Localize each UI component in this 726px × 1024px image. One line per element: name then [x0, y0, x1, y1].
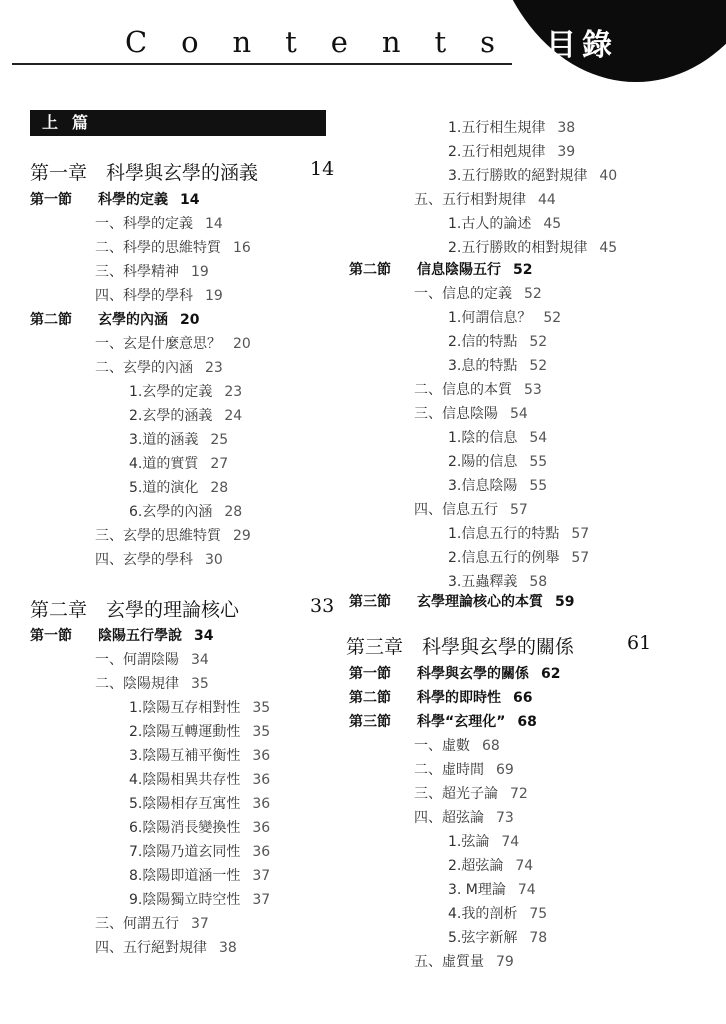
toc-page-number: 54 — [529, 430, 548, 446]
header-rule — [12, 63, 512, 65]
toc-section-number: 第一節 — [30, 192, 72, 208]
toc-page-number: 66 — [513, 690, 533, 706]
toc-item-entry — [129, 865, 270, 885]
toc-page-number: 72 — [510, 786, 528, 802]
toc-page-number: 57 — [571, 550, 590, 566]
toc-item-entry — [448, 831, 519, 851]
toc-entry-title: 1.五行相生規律 — [448, 120, 546, 136]
toc-subsection-entry — [414, 735, 500, 755]
toc-page-number: 23 — [224, 384, 243, 400]
toc-item-entry — [129, 889, 270, 909]
toc-item-entry — [448, 141, 575, 161]
toc-entry-title: 一、科學的定義 — [95, 216, 193, 232]
contents-letter: o — [181, 25, 199, 59]
toc-entry-title: 四、玄學的學科 — [95, 552, 193, 568]
toc-entry-title: 1.古人的論述 — [448, 216, 532, 232]
toc-entry-title: 科學的即時性 — [417, 690, 501, 706]
toc-entry-title: 1.何謂信息？ — [448, 310, 532, 326]
toc-page-number: 20 — [233, 336, 251, 352]
toc-item-entry — [448, 355, 547, 375]
toc-page-number: 54 — [510, 406, 528, 422]
toc-subsection-entry — [414, 189, 556, 209]
toc-item-entry — [129, 697, 270, 717]
toc-page-number: 36 — [252, 796, 271, 812]
contents-letter: n — [232, 25, 252, 59]
toc-page-number: 23 — [205, 360, 223, 376]
toc-page-number: 52 — [529, 358, 548, 374]
toc-entry-title: 4.我的剖析 — [448, 906, 518, 922]
toc-page-number: 36 — [252, 748, 271, 764]
toc-entry-title: 一、玄是什麼意思？ — [95, 336, 221, 352]
toc-subsection-entry — [414, 807, 514, 827]
toc-subsection-entry — [95, 213, 223, 233]
toc-chapter-page: 61 — [627, 632, 652, 654]
contents-letter: t — [285, 25, 297, 59]
contents-badge: 目錄 — [546, 28, 618, 63]
toc-entry-title: 四、科學的學科 — [95, 288, 193, 304]
toc-item-entry — [448, 165, 617, 185]
toc-page-number: 28 — [224, 504, 243, 520]
toc-item-entry — [129, 721, 270, 741]
toc-chapter-title: 第一章 科學與玄學的涵義 — [30, 162, 259, 184]
contents-letter: s — [480, 25, 495, 59]
toc-page-number: 68 — [482, 738, 500, 754]
toc-section-number: 第一節 — [349, 666, 391, 682]
toc-entry-title: 四、超弦論 — [414, 810, 484, 826]
toc-page-number: 19 — [191, 264, 209, 280]
contents-letter: e — [330, 25, 348, 59]
toc-page-number: 38 — [557, 120, 576, 136]
toc-entry-title: 科學“玄理化” — [417, 714, 506, 730]
toc-page-number: 58 — [529, 574, 548, 590]
toc-page-number: 36 — [252, 820, 271, 836]
toc-page-number: 52 — [529, 334, 548, 350]
toc-entry-title: 1.信息五行的特點 — [448, 526, 560, 542]
toc-page-number: 59 — [555, 594, 575, 610]
toc-section-entry — [349, 687, 532, 707]
toc-entry-title: 信息陰陽五行 — [417, 262, 501, 278]
toc-entry-title: 三、何謂五行 — [95, 916, 179, 932]
toc-entry-title: 1.陰陽互存相對性 — [129, 700, 241, 716]
toc-page-number: 37 — [252, 868, 271, 884]
toc-page-number: 16 — [233, 240, 251, 256]
toc-page-number: 24 — [224, 408, 243, 424]
toc-entry-title: 2.超弦論 — [448, 858, 504, 874]
toc-subsection-entry — [95, 357, 223, 377]
toc-page-number: 62 — [541, 666, 561, 682]
toc-page-number: 35 — [191, 676, 209, 692]
toc-entry-title: 科學的定義 — [98, 192, 168, 208]
toc-entry-title: 3.五蟲釋義 — [448, 574, 518, 590]
toc-subsection-entry — [95, 913, 209, 933]
toc-page-number: 39 — [557, 144, 576, 160]
toc-item-entry — [448, 237, 617, 257]
toc-page-number: 36 — [252, 844, 271, 860]
toc-entry-title: 6.陰陽消長變換性 — [129, 820, 241, 836]
toc-page-number: 73 — [496, 810, 514, 826]
toc-section-entry — [349, 663, 560, 683]
toc-entry-title: 二、虛時間 — [414, 762, 484, 778]
toc-page-number: 57 — [571, 526, 590, 542]
toc-entry-title: 2.陽的信息 — [448, 454, 518, 470]
toc-item-entry — [448, 523, 589, 543]
contents-letter: n — [381, 25, 401, 59]
toc-item-entry — [448, 571, 547, 591]
toc-entry-title: 3. M理論 — [448, 882, 506, 898]
toc-entry-title: 四、五行絕對規律 — [95, 940, 207, 956]
toc-entry-title: 3.息的特點 — [448, 358, 518, 374]
toc-page-number: 74 — [515, 858, 534, 874]
toc-entry-title: 5.陰陽相存互寓性 — [129, 796, 241, 812]
toc-item-entry — [448, 475, 547, 495]
toc-entry-title: 陰陽五行學說 — [98, 628, 182, 644]
toc-page-number: 53 — [524, 382, 542, 398]
toc-item-entry — [129, 817, 270, 837]
toc-section-number: 第二節 — [349, 262, 391, 278]
toc-subsection-entry — [414, 759, 514, 779]
toc-section-entry — [30, 625, 213, 645]
toc-entry-title: 一、信息的定義 — [414, 286, 512, 302]
toc-page-number: 37 — [191, 916, 209, 932]
toc-page-number: 52 — [543, 310, 562, 326]
toc-entry-title: 三、信息陰陽 — [414, 406, 498, 422]
contents-heading — [125, 22, 495, 62]
toc-page-number: 74 — [517, 882, 536, 898]
toc-page-number: 35 — [252, 700, 271, 716]
toc-entry-title: 二、玄學的內涵 — [95, 360, 193, 376]
toc-entry-title: 玄學理論核心的本質 — [417, 594, 543, 610]
toc-page-number: 52 — [513, 262, 533, 278]
toc-page-number: 44 — [538, 192, 556, 208]
toc-item-entry — [448, 451, 547, 471]
toc-item-entry — [129, 405, 242, 425]
toc-subsection-entry — [414, 783, 528, 803]
toc-entry-title: 2.五行相剋規律 — [448, 144, 546, 160]
toc-item-entry — [448, 331, 547, 351]
toc-page-number: 29 — [233, 528, 251, 544]
toc-page-number: 25 — [210, 432, 229, 448]
toc-section-entry — [349, 259, 532, 279]
toc-subsection-entry — [95, 549, 223, 569]
toc-page-number: 38 — [219, 940, 237, 956]
toc-subsection-entry — [414, 499, 528, 519]
toc-entry-title: 3.信息陰陽 — [448, 478, 518, 494]
toc-subsection-entry — [95, 937, 237, 957]
toc-page-number: 14 — [180, 192, 200, 208]
toc-item-entry — [448, 927, 547, 947]
toc-subsection-entry — [95, 285, 223, 305]
toc-entry-title: 二、科學的思維特質 — [95, 240, 221, 256]
contents-letter: C — [125, 25, 148, 59]
toc-item-entry — [129, 745, 270, 765]
toc-subsection-entry — [414, 403, 528, 423]
toc-item-entry — [448, 427, 547, 447]
toc-item-entry — [129, 381, 242, 401]
toc-entry-title: 6.玄學的內涵 — [129, 504, 213, 520]
toc-item-entry — [448, 307, 561, 327]
toc-entry-title: 5.弦字新解 — [448, 930, 518, 946]
toc-page-number: 14 — [205, 216, 223, 232]
toc-section-number: 第二節 — [349, 690, 391, 706]
toc-subsection-entry — [95, 237, 251, 257]
toc-entry-title: 1.弦論 — [448, 834, 490, 850]
toc-section-entry — [30, 309, 199, 329]
toc-page-number: 57 — [510, 502, 528, 518]
toc-section-entry — [349, 711, 537, 731]
toc-entry-title: 三、玄學的思維特質 — [95, 528, 221, 544]
toc-section-number: 第二節 — [30, 312, 72, 328]
toc-entry-title: 一、虛數 — [414, 738, 470, 754]
toc-page-number: 27 — [210, 456, 229, 472]
toc-item-entry — [448, 903, 547, 923]
toc-page-number: 74 — [501, 834, 520, 850]
toc-entry-title: 9.陰陽獨立時空性 — [129, 892, 241, 908]
toc-subsection-entry — [95, 649, 209, 669]
toc-entry-title: 玄學的內涵 — [98, 312, 168, 328]
toc-page-number: 28 — [210, 480, 229, 496]
toc-page-number: 45 — [599, 240, 618, 256]
toc-page-number: 36 — [252, 772, 271, 788]
toc-entry-title: 3.道的涵義 — [129, 432, 199, 448]
toc-section-number: 第一節 — [30, 628, 72, 644]
toc-subsection-entry — [95, 261, 209, 281]
toc-item-entry — [129, 501, 242, 521]
toc-section-entry — [349, 591, 574, 611]
toc-entry-title: 2.信的特點 — [448, 334, 518, 350]
toc-subsection-entry — [414, 283, 542, 303]
toc-subsection-entry — [95, 673, 209, 693]
toc-item-entry — [448, 855, 533, 875]
toc-entry-title: 二、信息的本質 — [414, 382, 512, 398]
toc-subsection-entry — [414, 951, 514, 971]
toc-entry-title: 2.信息五行的例舉 — [448, 550, 560, 566]
toc-entry-title: 四、信息五行 — [414, 502, 498, 518]
toc-page-number: 30 — [205, 552, 223, 568]
toc-page-number: 69 — [496, 762, 514, 778]
toc-section-number: 第三節 — [349, 714, 391, 730]
toc-page-number: 68 — [517, 714, 537, 730]
toc-page-number: 75 — [529, 906, 548, 922]
toc-entry-title: 二、陰陽規律 — [95, 676, 179, 692]
part-label-bar: 上篇 — [30, 110, 326, 136]
toc-entry-title: 4.陰陽相異共存性 — [129, 772, 241, 788]
toc-page-number: 19 — [205, 288, 223, 304]
toc-entry-title: 4.道的實質 — [129, 456, 199, 472]
toc-page-number: 35 — [252, 724, 271, 740]
toc-page-number: 78 — [529, 930, 548, 946]
toc-entry-title: 5.道的演化 — [129, 480, 199, 496]
toc-page-number: 55 — [529, 478, 548, 494]
toc-page-number: 34 — [191, 652, 209, 668]
toc-chapter-page: 33 — [310, 595, 335, 617]
toc-item-entry — [129, 769, 270, 789]
toc-item-entry — [129, 453, 228, 473]
toc-section-entry — [30, 189, 199, 209]
toc-entry-title: 2.陰陽互轉運動性 — [129, 724, 241, 740]
toc-entry-title: 1.陰的信息 — [448, 430, 518, 446]
toc-item-entry — [129, 793, 270, 813]
toc-page-number: 37 — [252, 892, 271, 908]
toc-item-entry — [448, 547, 589, 567]
toc-entry-title: 1.玄學的定義 — [129, 384, 213, 400]
toc-entry-title: 三、科學精神 — [95, 264, 179, 280]
contents-letter: t — [434, 25, 447, 59]
toc-page-number: 45 — [543, 216, 562, 232]
toc-entry-title: 五、虛質量 — [414, 954, 484, 970]
toc-subsection-entry — [414, 379, 542, 399]
toc-chapter-page: 14 — [310, 158, 335, 180]
toc-item-entry — [129, 477, 228, 497]
toc-page-number: 55 — [529, 454, 548, 470]
toc-section-number: 第三節 — [349, 594, 391, 610]
toc-item-entry — [448, 213, 561, 233]
toc-entry-title: 2.玄學的涵義 — [129, 408, 213, 424]
toc-entry-title: 五、五行相對規律 — [414, 192, 526, 208]
toc-subsection-entry — [95, 333, 251, 353]
toc-item-entry — [129, 841, 270, 861]
toc-entry-title: 一、何謂陰陽 — [95, 652, 179, 668]
toc-entry-title: 3.陰陽互補平衡性 — [129, 748, 241, 764]
toc-page-number: 52 — [524, 286, 542, 302]
toc-page-number: 79 — [496, 954, 514, 970]
toc-entry-title: 3.五行勝敗的絕對規律 — [448, 168, 588, 184]
toc-entry-title: 8.陰陽即道涵一性 — [129, 868, 241, 884]
toc-entry-title: 三、超光子論 — [414, 786, 498, 802]
toc-entry-title: 7.陰陽乃道玄同性 — [129, 844, 241, 860]
toc-chapter-title: 第二章 玄學的理論核心 — [30, 599, 240, 621]
toc-item-entry — [448, 117, 575, 137]
toc-item-entry — [448, 879, 536, 899]
toc-page-number: 40 — [599, 168, 618, 184]
toc-subsection-entry — [95, 525, 251, 545]
toc-page-number: 34 — [194, 628, 214, 644]
toc-chapter-title: 第三章 科學與玄學的關係 — [346, 636, 575, 658]
toc-page-number: 20 — [180, 312, 200, 328]
toc-entry-title: 科學與玄學的關係 — [417, 666, 529, 682]
toc-item-entry — [129, 429, 228, 449]
toc-entry-title: 2.五行勝敗的相對規律 — [448, 240, 588, 256]
